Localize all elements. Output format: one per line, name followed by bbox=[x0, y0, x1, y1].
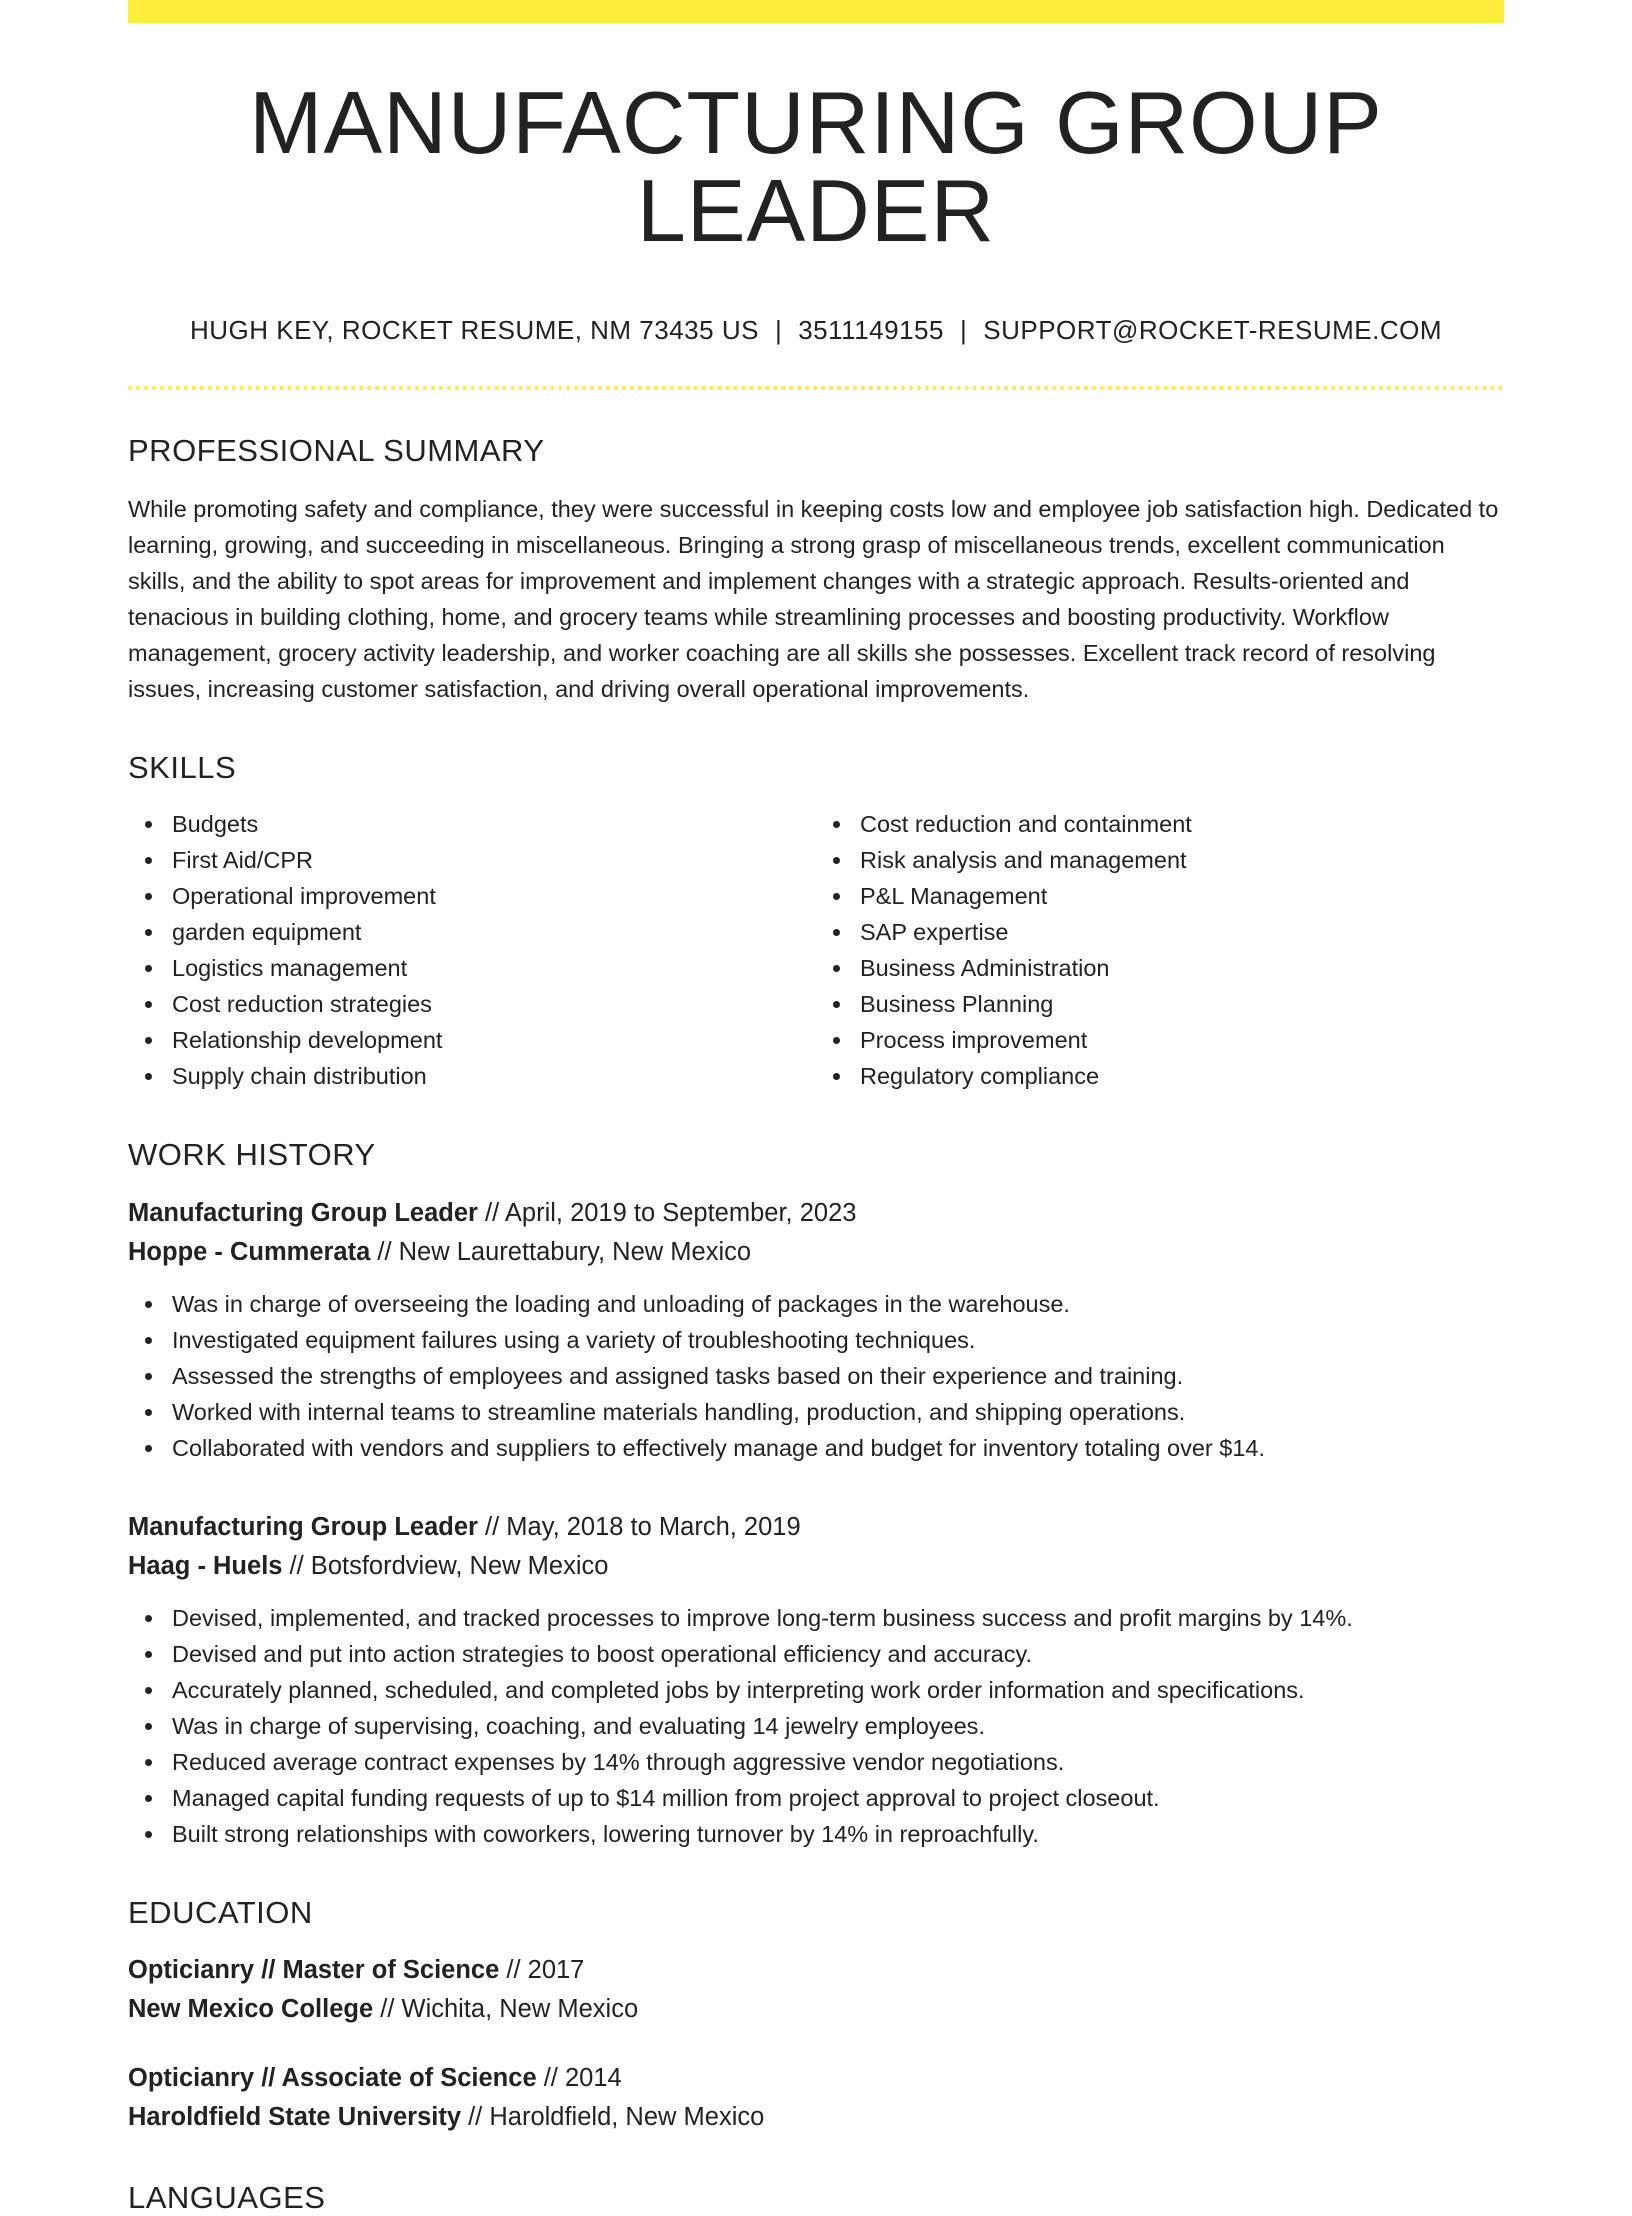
contact-separator: | bbox=[774, 315, 783, 345]
job-entry bbox=[128, 1508, 1504, 1852]
dotted-divider bbox=[128, 386, 1504, 390]
skill-item: Budgets bbox=[128, 806, 816, 842]
education-heading: EDUCATION bbox=[128, 1894, 313, 1930]
education-degree-line bbox=[128, 2059, 1504, 2098]
education-degree-line bbox=[128, 1951, 1504, 1990]
languages-heading: LANGUAGES bbox=[128, 2179, 326, 2215]
skills-column-right bbox=[816, 806, 1504, 1094]
skills-column-left bbox=[128, 806, 816, 1094]
education-location: // Wichita, New Mexico bbox=[373, 1994, 639, 2023]
skill-item: Supply chain distribution bbox=[128, 1058, 816, 1094]
job-dates: // May, 2018 to March, 2019 bbox=[477, 1512, 801, 1541]
job-entry bbox=[128, 1194, 1504, 1466]
job-location: // Botsfordview, New Mexico bbox=[282, 1551, 609, 1580]
job-title-line bbox=[128, 1194, 1504, 1233]
job-bullet: Devised and put into action strategies to boost operational efficiency and accuracy. bbox=[128, 1636, 1504, 1672]
education-school: New Mexico College bbox=[128, 1994, 374, 2023]
skill-item: Cost reduction strategies bbox=[128, 986, 816, 1022]
job-bullets bbox=[128, 1286, 1504, 1466]
accent-top-bar bbox=[128, 0, 1504, 23]
resume-title: MANUFACTURING GROUP LEADER bbox=[249, 73, 1383, 260]
job-bullet: Managed capital funding requests of up to $14 million from project approval to project closeout. bbox=[128, 1780, 1504, 1816]
skills-heading: SKILLS bbox=[128, 750, 237, 786]
skill-item: Relationship development bbox=[128, 1022, 816, 1058]
skill-item: First Aid/CPR bbox=[128, 842, 816, 878]
skill-item: Business Planning bbox=[816, 986, 1504, 1022]
education-year: // 2014 bbox=[536, 2063, 622, 2092]
skill-item: Risk analysis and management bbox=[816, 842, 1504, 878]
contact-address: HUGH KEY, ROCKET RESUME, NM 73435 US bbox=[189, 315, 759, 345]
skill-item: garden equipment bbox=[128, 914, 816, 950]
job-location: // New Laurettabury, New Mexico bbox=[370, 1237, 752, 1266]
education-school: Haroldfield State University bbox=[128, 2102, 462, 2131]
skill-item: Process improvement bbox=[816, 1022, 1504, 1058]
job-bullet: Investigated equipment failures using a variety of troubleshooting techniques. bbox=[128, 1322, 1504, 1358]
job-bullet: Accurately planned, scheduled, and completed jobs by interpreting work order information and specifications. bbox=[128, 1672, 1504, 1708]
job-bullet: Was in charge of supervising, coaching, and evaluating 14 jewelry employees. bbox=[128, 1708, 1504, 1744]
skill-item: Logistics management bbox=[128, 950, 816, 986]
skill-item: Regulatory compliance bbox=[816, 1058, 1504, 1094]
work-history-heading: WORK HISTORY bbox=[128, 1137, 376, 1173]
education-degree: Opticianry // Associate of Science bbox=[128, 2063, 537, 2092]
contact-email: SUPPORT@ROCKET-RESUME.COM bbox=[983, 315, 1443, 345]
job-role: Manufacturing Group Leader bbox=[128, 1198, 478, 1227]
education-entry bbox=[128, 2059, 1504, 2137]
job-dates: // April, 2019 to September, 2023 bbox=[477, 1198, 857, 1227]
contact-line bbox=[128, 315, 1504, 346]
skill-item: P&L Management bbox=[816, 878, 1504, 914]
contact-phone: 3511149155 bbox=[798, 315, 944, 345]
job-bullet: Collaborated with vendors and suppliers to effectively manage and budget for inventory totaling over $14. bbox=[128, 1430, 1504, 1466]
job-company-line bbox=[128, 1547, 1504, 1586]
summary-text: While promoting safety and compliance, they were successful in keeping costs low and employee job satisfaction high. Dedicated to learning, growing, and succeeding in miscellaneous. Bringing a strong grasp of miscellaneous trends, excellent communication skills, and the ability to spot areas for improvement and implement changes with a strategic approach. Results-oriented and tenacious in building clothing, home, and grocery teams while streamlining processes and boosting productivity. Workflow management, grocery activity leadership, and worker coaching are all skills she possesses. Excellent track record of resolving issues, increasing customer satisfaction, and driving overall operational improvements. bbox=[128, 496, 1499, 703]
education-degree: Opticianry // Master of Science bbox=[128, 1955, 500, 1984]
resume-page bbox=[128, 0, 1504, 2216]
education-entry bbox=[128, 1951, 1504, 2029]
contact-separator: | bbox=[959, 315, 968, 345]
education-school-line bbox=[128, 2098, 1504, 2137]
education-location: // Haroldfield, New Mexico bbox=[461, 2102, 765, 2131]
job-bullet: Assessed the strengths of employees and assigned tasks based on their experience and training. bbox=[128, 1358, 1504, 1394]
skill-item: Business Administration bbox=[816, 950, 1504, 986]
skill-item: Operational improvement bbox=[128, 878, 816, 914]
skill-item: Cost reduction and containment bbox=[816, 806, 1504, 842]
job-bullets bbox=[128, 1600, 1504, 1852]
job-bullet: Reduced average contract expenses by 14% through aggressive vendor negotiations. bbox=[128, 1744, 1504, 1780]
job-bullet: Worked with internal teams to streamline materials handling, production, and shipping operations. bbox=[128, 1394, 1504, 1430]
education-school-line bbox=[128, 1990, 1504, 2029]
job-company: Haag - Huels bbox=[128, 1551, 283, 1580]
job-title-line bbox=[128, 1508, 1504, 1547]
job-bullet: Built strong relationships with coworkers, lowering turnover by 14% in reproachfully. bbox=[128, 1816, 1504, 1852]
skill-item: SAP expertise bbox=[816, 914, 1504, 950]
job-bullet: Devised, implemented, and tracked processes to improve long-term business success and profit margins by 14%. bbox=[128, 1600, 1504, 1636]
skills-list bbox=[128, 806, 1504, 1094]
job-company-line bbox=[128, 1233, 1504, 1272]
summary-heading: PROFESSIONAL SUMMARY bbox=[128, 433, 545, 468]
job-bullet: Was in charge of overseeing the loading and unloading of packages in the warehouse. bbox=[128, 1286, 1504, 1322]
job-role: Manufacturing Group Leader bbox=[128, 1512, 478, 1541]
education-year: // 2017 bbox=[499, 1955, 585, 1984]
job-company: Hoppe - Cummerata bbox=[128, 1237, 371, 1266]
